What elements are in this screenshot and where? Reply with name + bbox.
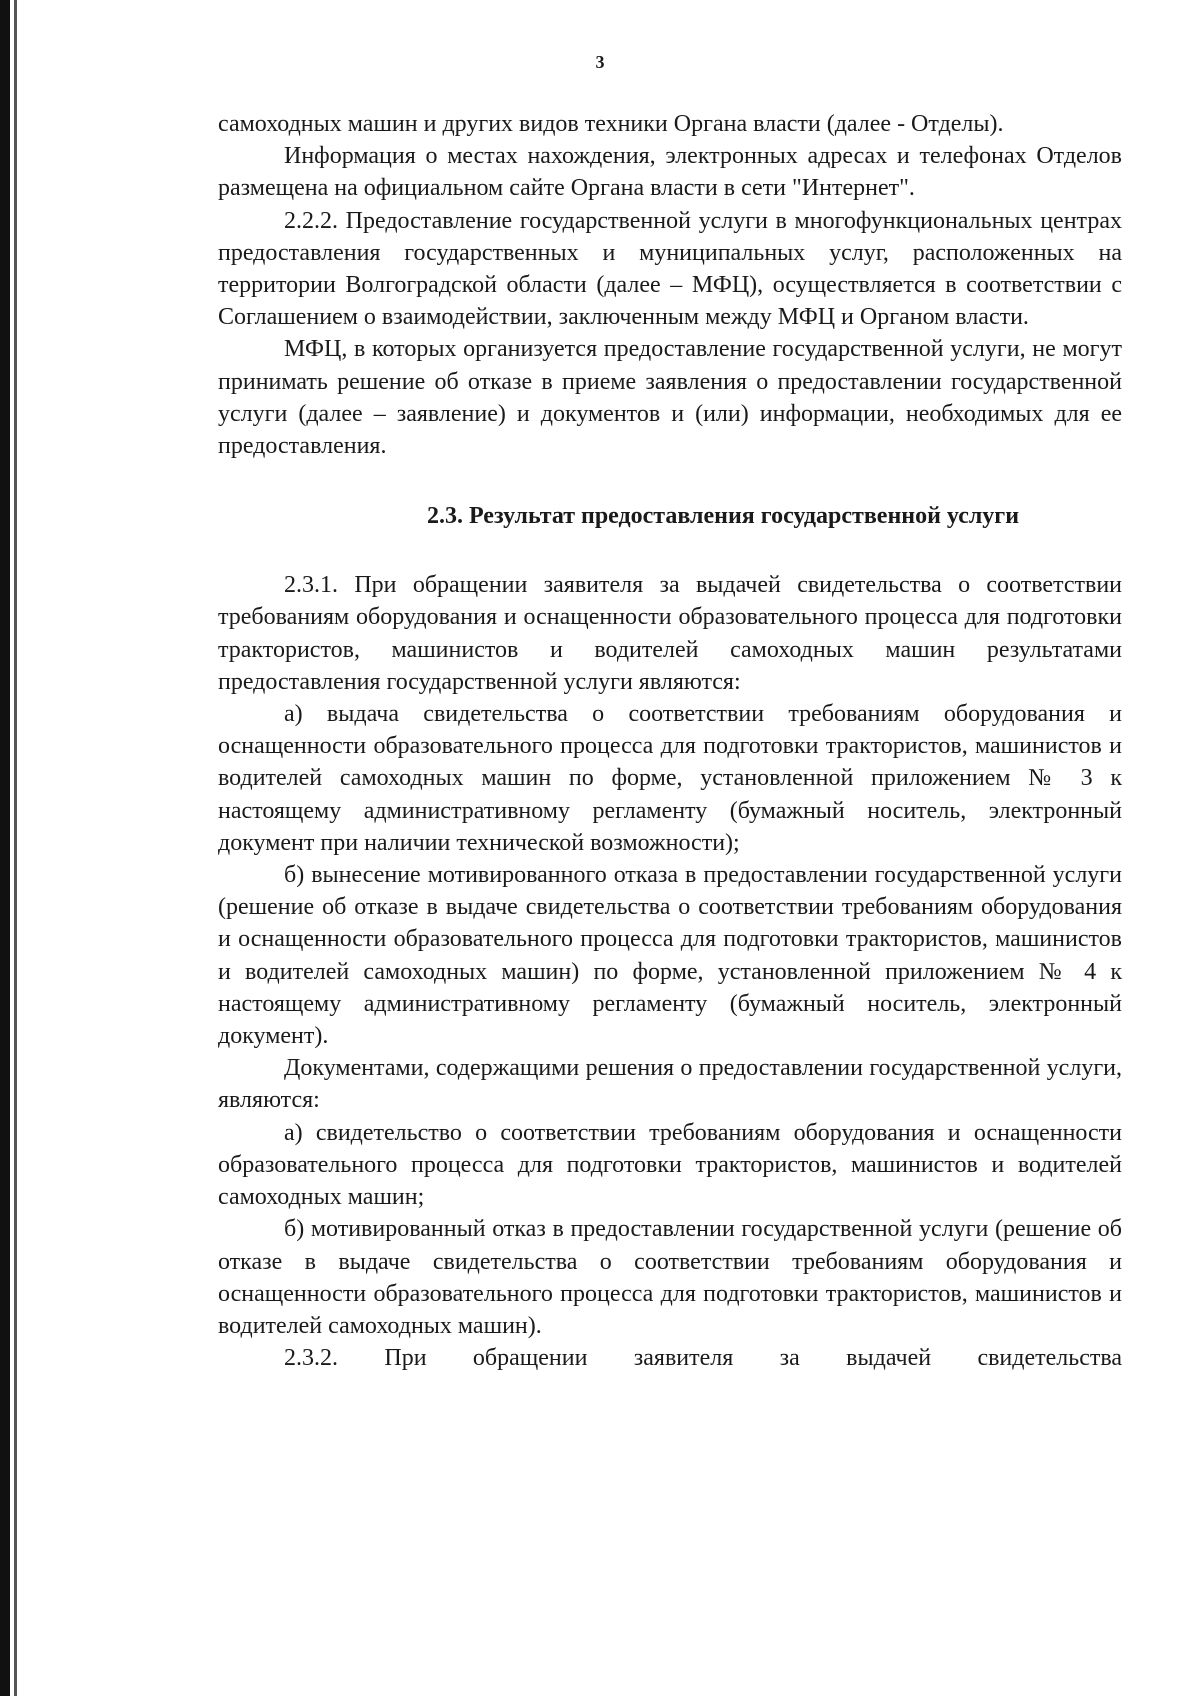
paragraph: б) мотивированный отказ в предоставлении государственной услуги (решение об отказе в выдаче свидетельства о соответствии требованиям оборудования и оснащенности образовательного процесса для подготовки трактористов, машинистов и водителей самоходных машин).	[218, 1216, 1122, 1339]
scan-edge-line	[14, 0, 17, 1696]
page-number: 3	[595, 52, 605, 72]
paragraph: Информация о местах нахождения, электронных адресах и телефонах Отделов размещена на официальном сайте Органа власти в сети "Интернет".	[218, 143, 1122, 202]
paragraph: 2.3.2. При обращении заявителя за выдачей свидетельства	[284, 1345, 1122, 1372]
paragraph: 2.2.2. Предоставление государственной услуги в многофункциональных центрах предоставления государственных и муниципальных услуг, расположенных на территории Волгоградской области (далее – МФЦ), осуществляется в соответствии с Соглашением о взаимодействии, заключенным между МФЦ и Органом власти.	[218, 207, 1122, 331]
section-heading: 2.3. Результат предоставления государственной услуги	[426, 503, 1020, 530]
paragraph: МФЦ, в которых организуется предоставление государственной услуги, не могут принимать решение об отказе в приеме заявления о предоставлении государственной услуги (далее – заявление) и документов и (или) информации, необходимых для ее предоставления.	[218, 336, 1122, 460]
paragraph: Документами, содержащими решения о предоставлении государственной услуги, являются:	[218, 1055, 1122, 1114]
scan-edge	[0, 0, 10, 1696]
paragraph: самоходных машин и других видов техники Органа власти (далее - Отделы).	[218, 111, 1004, 137]
paragraph: б) вынесение мотивированного отказа в предоставлении государственной услуги (решение об отказе в выдаче свидетельства о соответствии требованиям оборудования и оснащенности образовательного процесса для подготовки трактористов, машинистов и водителей самоходных машин) по форме, установленной приложением № 4 к настоящему административному регламенту (бумажный носитель, электронный документ).	[218, 862, 1122, 1050]
document-body	[218, 108, 1122, 1374]
paragraph: а) выдача свидетельства о соответствии требованиям оборудования и оснащенности образовательного процесса для подготовки трактористов, машинистов и водителей самоходных машин по форме, установленной приложением № 3 к настоящему административному регламенту (бумажный носитель, электронный документ при наличии технической возможности);	[218, 701, 1122, 856]
paragraph: 2.3.1. При обращении заявителя за выдачей свидетельства о соответствии требованиям оборудования и оснащенности образовательного процесса для подготовки трактористов, машинистов и водителей самоходных машин результатами предоставления государственной услуги являются:	[218, 572, 1122, 695]
paragraph: а) свидетельство о соответствии требованиям оборудования и оснащенности образовательного процесса для подготовки трактористов, машинистов и водителей самоходных машин;	[218, 1119, 1122, 1211]
